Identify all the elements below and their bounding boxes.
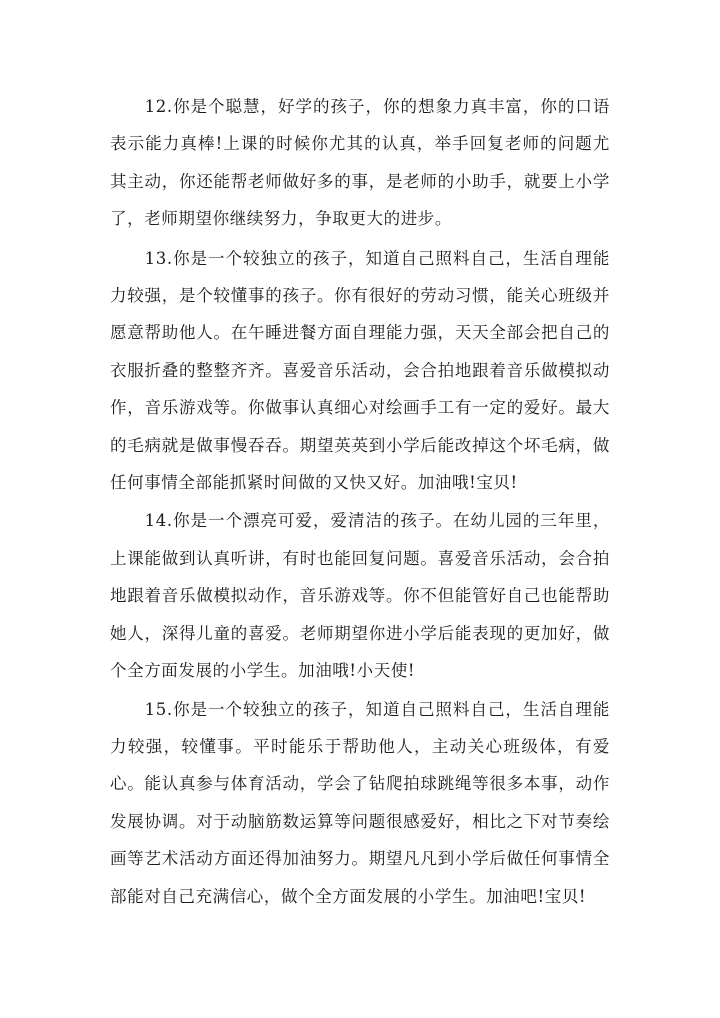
comment-paragraph-13: 13.你是一个较独立的孩子，知道自己照料自己，生活自理能力较强，是个较懂事的孩子。你有很好的劳动习惯，能关心班级并愿意帮助他人。在午睡进餐方面自理能力强，天天全部会把自己的衣服折叠的整整齐齐。喜爱音乐活动，会合拍地跟着音乐做模拟动作，音乐游戏等。你做事认真细心对绘画手工有一定的爱好。最大的毛病就是做事慢吞吞。期望英英到小学后能改掉这个坏毛病，做任何事情全部能抓紧时间做的又快又好。加油哦!宝贝!: [110, 248, 610, 493]
comment-paragraph-15: 15.你是一个较独立的孩子，知道自己照料自己，生活自理能力较强，较懂事。平时能乐于帮助他人，主动关心班级体，有爱心。能认真参与体育活动，学会了钻爬拍球跳绳等很多本事，动作发展协调。对于动脑筋数运算等问题很感爱好，相比之下对节奏绘画等艺术活动方面还得加油努力。期望凡凡到小学后做任何事情全部能对自己充满信心，做个全方面发展的小学生。加油吧!宝贝!: [110, 699, 610, 906]
document-body: [110, 88, 610, 915]
comment-paragraph-14: 14.你是一个漂亮可爱，爱清洁的孩子。在幼儿园的三年里，上课能做到认真听讲，有时也能回复问题。喜爱音乐活动，会合拍地跟着音乐做模拟动作，音乐游戏等。你不但能管好自己也能帮助她人，深得儿童的喜爱。老师期望你进小学后能表现的更加好，做个全方面发展的小学生。加油哦!小天使!: [110, 511, 610, 681]
comment-paragraph-12: 12.你是个聪慧，好学的孩子，你的想象力真丰富，你的口语表示能力真棒!上课的时候你尤其的认真，举手回复老师的问题尤其主动，你还能帮老师做好多的事，是老师的小助手，就要上小学了，老师期望你继续努力，争取更大的进步。: [110, 97, 610, 229]
